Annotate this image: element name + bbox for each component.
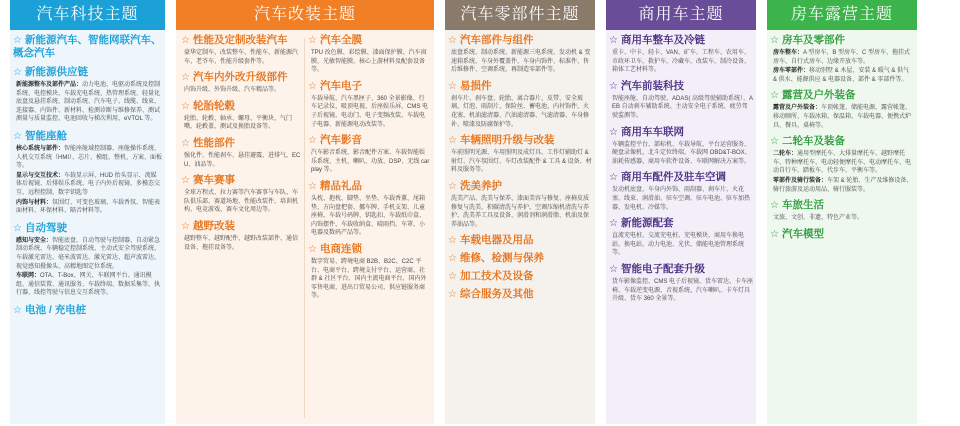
topic-section (13, 34, 162, 60)
star-icon: ☆ (13, 304, 22, 316)
topic-title-text: 性能及定制改装汽车 (193, 34, 288, 46)
description-text: 数字贸易、跨境电商 B2B、B2C、C2C 平台、电商平台、跨境支付平台、运营商、社群 & 社区平台、国内主流电商平台、国内外零售电商、进出口贸易公司、供应链服务商等。 (311, 258, 427, 300)
column-title: 房车露营主题 (767, 0, 917, 30)
description-text: A 型房车、B 型房车、C 型房车、拖挂式房车、自行式房车、边缘开放车等。 (773, 50, 911, 65)
topic-section (448, 252, 592, 265)
topic-title (448, 180, 592, 193)
description-line (612, 186, 753, 212)
star-icon: ☆ (770, 200, 779, 212)
description-line (612, 232, 753, 258)
star-icon: ☆ (770, 90, 779, 102)
topic-title-text: 赛车赛事 (193, 174, 235, 187)
description-text: 重卡、中卡、轻卡、VAN、矿车、工程车、农用车、市政环卫车、救护车、冷藏车、改装车、制冷设备、箱体工艺材料等。 (612, 50, 751, 74)
star-icon: ☆ (770, 136, 779, 148)
topic-section (609, 80, 753, 121)
description-line (184, 189, 303, 215)
topic-section (609, 126, 753, 167)
topic-title (308, 34, 430, 47)
topic-title (770, 199, 914, 212)
topic-section (609, 171, 753, 212)
description-line (16, 145, 162, 171)
topic-section (448, 80, 592, 129)
topic-title (448, 252, 592, 265)
topic-title-text: 新能源配套 (621, 217, 674, 230)
topic-title-text: 新能源汽车、智能网联汽车、概念汽车 (13, 34, 162, 59)
topic-title-text: 性能部件 (193, 136, 235, 149)
topic-title (609, 263, 753, 276)
star-icon: ☆ (770, 228, 779, 240)
description-text: 底盘系统、制动系统、新能源三电系统、发动机 & 变速箱系统、车身外覆盖件、车身内饰件、标准件、售后维修件、空调系统、再制造零部件等。 (451, 50, 591, 74)
topic-section (308, 34, 430, 75)
topic-title-text: 汽车电子 (320, 79, 362, 92)
topic-title-text: 商用车配件及驻车空调 (621, 171, 726, 184)
topic-title-text: 车旅生活 (782, 199, 824, 212)
description-line (16, 272, 162, 298)
topic-title (770, 89, 914, 102)
topic-section (13, 130, 162, 216)
topic-section (13, 222, 162, 298)
description-line (184, 235, 303, 252)
topic-description (448, 149, 592, 175)
topic-title-text: 洗美养护 (460, 179, 502, 192)
star-icon: ☆ (181, 35, 190, 46)
topic-section (308, 80, 430, 129)
description-line (612, 141, 753, 167)
column-body (10, 30, 165, 424)
description-text: 内饰升级、外饰升级、汽车精品等。 (184, 87, 281, 94)
star-icon: ☆ (448, 289, 457, 301)
description-label: 内饰与材料： (16, 199, 53, 206)
topic-title (181, 71, 303, 84)
description-line (612, 278, 753, 304)
topic-title (181, 220, 303, 233)
topic-description (609, 186, 753, 212)
topic-title-text: 商用车整车及冷链 (621, 34, 705, 46)
description-text: 刹车片、刹车盘、轮胎、离合器片、皮带、安全玻璃、灯泡、雨刮片、保险丝、蓄电池、内衬饰件、火花塞、机油滤清器、汽油滤清器、气滤清器、车身修补、喷漆及防腐保护等。 (451, 95, 590, 128)
topic-title (181, 174, 303, 187)
topic-description (13, 81, 162, 124)
description-line (184, 49, 303, 66)
description-line (311, 49, 430, 75)
topic-section (448, 234, 592, 247)
star-icon: ☆ (181, 220, 190, 232)
topic-description (609, 95, 753, 121)
topic-section (770, 199, 914, 223)
description-text: 发动机底盘、车身内外饰、雨刮器、刹车片、火花塞、线束、润滑油、驻车空调、驻车电池、驻车加热器、发电机、冷媒等。 (612, 187, 751, 211)
topic-description (609, 278, 753, 304)
description-line (184, 152, 303, 169)
description-line (311, 149, 430, 175)
topic-description (448, 95, 592, 129)
topic-title-text: 综合服务及其他 (460, 288, 534, 301)
sub-column-left (179, 34, 305, 257)
star-icon: ☆ (448, 180, 457, 192)
topic-title-text: 汽车内外改升级部件 (193, 71, 288, 84)
description-line (773, 67, 914, 84)
topic-title (448, 234, 592, 247)
topic-section (308, 243, 430, 301)
topic-title (13, 304, 162, 317)
topic-description (448, 49, 592, 75)
description-text: TPU 改色膜、彩绘膜、漆面保护膜、汽车窗膜、光敏智能膜、核心上游材料及配套设备等。 (311, 50, 427, 74)
star-icon: ☆ (308, 35, 317, 46)
topic-section (308, 180, 430, 238)
star-icon: ☆ (13, 130, 22, 142)
topic-title (770, 228, 914, 241)
topic-title-text: 越野改装 (193, 219, 235, 232)
star-icon: ☆ (181, 175, 190, 187)
topic-title-text: 加工技术及设备 (460, 270, 534, 283)
topic-title-text: 维修、检测与保养 (460, 252, 544, 265)
star-icon: ☆ (448, 271, 457, 283)
topic-section (448, 34, 592, 75)
description-line (184, 86, 303, 95)
topic-description (181, 115, 303, 132)
topic-title-text: 露营及户外装备 (782, 89, 856, 102)
topic-title (448, 134, 592, 147)
topic-description (770, 150, 914, 194)
topic-title-text: 二轮车及装备 (782, 135, 845, 148)
description-text: 通用型摩托车、大排量摩托车、越野摩托车、特种摩托车、电动轻便摩托车、电动摩托车、电动自行车、踏板车、代步车、平衡车等。 (773, 151, 912, 175)
topic-section (770, 135, 914, 194)
description-line (184, 115, 303, 132)
description-text: 全球方程式、拉力赛等汽车赛事与车队、车队俱乐部、赛道场地、性能改装件、培训机构、电竞游戏、赛车文化周边等。 (184, 190, 299, 214)
star-icon: ☆ (13, 35, 22, 46)
topic-title-text: 汽车前装科技 (621, 79, 684, 92)
topic-section (448, 288, 592, 301)
description-text: 车前照明光源、车用照明及成灯具、工作灯辅助灯 & 射灯、汽车氛围灯、车灯改装配件 & 工具 & 设备、材料及服务等。 (451, 150, 592, 174)
description-text: 车架 & 轮胎、生产及维修设备、骑行旅游及运动用品、骑行服装等。 (773, 177, 913, 193)
star-icon: ☆ (308, 135, 317, 147)
topic-description (13, 237, 162, 298)
star-icon: ☆ (609, 172, 618, 184)
topic-section (770, 34, 914, 84)
topic-section (181, 100, 303, 132)
description-line (773, 214, 914, 223)
description-text: 越野整车、越野配件、越野改装部件、通信设备、拖挂设备等。 (184, 235, 299, 251)
description-line (451, 49, 592, 75)
star-icon: ☆ (13, 67, 22, 78)
topic-title-text: 房车及零部件 (782, 34, 845, 46)
description-label: 感知与安全： (16, 237, 53, 244)
description-text: 头枕、抱枕、脚垫、坐垫、车载香薰、尾箱垫、方向盘把套、挪车牌、手机支架、儿童座椅、车载号码牌、钥匙扣、车载纸巾盒、内饰摆件、车载收纳盒、晴雨挡、车罩、小电器及数码产品等。 (311, 195, 426, 237)
topic-title-text: 智能电子配套升级 (621, 262, 705, 275)
description-label: 核心系统与部件： (16, 145, 65, 152)
topic-section (609, 34, 753, 75)
description-line (773, 104, 914, 130)
topic-title-text: 汽车影音 (320, 134, 362, 147)
topic-title (448, 270, 592, 283)
description-line (451, 195, 592, 229)
star-icon: ☆ (448, 235, 457, 247)
topic-section (770, 228, 914, 241)
description-line (612, 95, 753, 121)
description-line (773, 177, 914, 194)
topic-title (13, 222, 162, 235)
star-icon: ☆ (181, 137, 190, 149)
topic-title-text: 汽车部件与组件 (460, 34, 534, 46)
description-text: 移动别墅 & 木屋、安装 & 暖气 & 供气 & 供水、能源供应 & 电器设备、部件 & 零部件等。 (773, 68, 910, 83)
topic-description (448, 195, 592, 229)
star-icon: ☆ (448, 80, 457, 92)
description-line (16, 199, 162, 216)
topic-title (609, 171, 753, 184)
star-icon: ☆ (609, 35, 618, 46)
topic-title-text: 自动驾驶 (25, 221, 67, 234)
description-label: 露营及户外装备： (773, 105, 822, 112)
topic-title (609, 126, 753, 139)
topic-description (609, 232, 753, 258)
description-text: 豪华定制车、改装整车、性能车、新能源汽车、老爷车、性能升级套件等。 (184, 50, 299, 65)
topic-title (308, 80, 430, 93)
column-rv-camping (767, 0, 917, 426)
topic-title (308, 243, 430, 256)
description-text: OTA、T-Box、网关、车联网平台、通讯模组、通信装置、通讯服务、车载终端、数据采集等、执行器、线控驾驶与信息交互系统等。 (16, 273, 161, 297)
description-text: 智能座舱、自动驾驶、ADAS( 高级驾驶辅助系统）、AEB 自动刹车辅助系统、主动安全电子系统、疲劳驾驶监测等。 (612, 95, 754, 119)
description-line (773, 150, 914, 176)
column-title: 汽车科技主题 (10, 0, 165, 30)
description-text: 轮胎、轮毂、轴承、螺母、平衡块、气门嘴、轮毂盖、测试及换胎设备等。 (184, 115, 293, 131)
topic-section (181, 71, 303, 95)
topic-description (308, 195, 430, 238)
star-icon: ☆ (448, 253, 457, 265)
star-icon: ☆ (609, 126, 618, 138)
star-icon: ☆ (181, 72, 190, 84)
topic-description (770, 49, 914, 84)
topic-section (609, 263, 753, 304)
description-line (16, 237, 162, 271)
star-icon: ☆ (308, 180, 317, 192)
column-auto-parts (445, 0, 595, 426)
description-line (311, 195, 430, 238)
topic-description (181, 86, 303, 95)
description-label: 零部件及骑行装备： (773, 177, 828, 184)
star-icon: ☆ (609, 218, 618, 230)
topic-description (181, 49, 303, 66)
topic-title (448, 34, 592, 47)
description-line (16, 81, 162, 124)
star-icon: ☆ (448, 35, 457, 46)
topic-description (181, 152, 303, 169)
topic-section (181, 220, 303, 252)
topic-title-text: 商用车车联网 (621, 125, 684, 138)
topic-title-text: 电池 / 充电桩 (25, 303, 87, 316)
topic-description (308, 49, 430, 75)
topic-section (770, 89, 914, 130)
description-label: 二轮车： (773, 151, 798, 158)
topic-section (448, 270, 592, 283)
topic-title (308, 180, 430, 193)
topic-title-text: 精品礼品 (320, 179, 362, 192)
description-text: 动力电池、电驱动系统及控制系统、电控模块、车载充电系统、热管理系统、轻量化底盘及悬挂系统、制动系统、汽车电子、线缆、线束、连接器、内饰件、新材料、检测诊断与维修保养、测试测量与质量监控、电池回收与梯次利用、eVTOL 等。 (16, 82, 161, 123)
description-line (612, 49, 753, 75)
description-text: 智能底盘、自动驾驶与控制器、自动紧急制动系统、车辆稳定控制系统、主动式安全驾驶系统、车载激光雷达、毫米波雷达、激光雷达、超声波雷达、视觉感知摄像头、高精地图定位系统。 (16, 237, 161, 270)
description-line (773, 49, 914, 66)
description-label: 新能源整车及部件产品： (16, 82, 83, 88)
description-text: 文旅、文创、非遗、特色产业等。 (773, 215, 864, 222)
topic-title (609, 217, 753, 230)
topic-description (181, 189, 303, 215)
topic-title-text: 汽车模型 (782, 227, 824, 240)
star-icon: ☆ (308, 80, 317, 92)
topic-title (181, 100, 303, 113)
topic-title (13, 130, 162, 143)
description-text: 强化件、性能刹车、悬挂避震、进排气、ECU、油品等。 (184, 152, 301, 168)
topic-title (770, 34, 914, 47)
topic-title (308, 134, 430, 147)
description-text: 智能座舱域控制器、座舱操作系统、人机交互系统（HMI）、芯片、模组、整机、方案、面板等。 (16, 145, 162, 170)
description-label: 房车零部件： (773, 68, 810, 75)
topic-description (770, 104, 914, 130)
topic-title (448, 80, 592, 93)
topic-description (770, 214, 914, 223)
topic-title-text: 汽车全膜 (320, 34, 362, 46)
topic-description (308, 149, 430, 175)
topic-title-text: 车辆照明升级与改装 (460, 134, 555, 147)
topic-title (181, 34, 303, 47)
description-line (311, 95, 430, 129)
topic-title (609, 80, 753, 93)
topic-title-text: 轮胎轮毂 (193, 99, 235, 112)
topic-description (308, 95, 430, 129)
topic-section (13, 304, 162, 317)
star-icon: ☆ (609, 263, 618, 275)
star-icon: ☆ (770, 35, 779, 46)
topic-title (448, 288, 592, 301)
sub-column-right (306, 34, 432, 306)
column-auto-modification (176, 0, 434, 426)
topic-title-text: 电商连锁 (320, 242, 362, 255)
column-auto-tech (10, 0, 165, 426)
description-text: 车载显示屏、HUD 抬头显示、流媒体后视镜、后排娱乐系统、电子内外后视镜、多模态交互、远程控制、数字钥匙等 (16, 172, 161, 196)
column-title: 商用车主题 (606, 0, 756, 30)
star-icon: ☆ (609, 80, 618, 92)
description-line (451, 149, 592, 175)
topic-section (181, 137, 303, 169)
topic-section (448, 134, 592, 175)
topic-description (609, 141, 753, 167)
topic-title (181, 137, 303, 150)
description-text: 货车影像监控、CMS 电子后视镜、货车雷达、卡车座椅、车载逆变电源、音视系统、汽车喇叭、卡车灯具升级、货车 360 全景等。 (612, 278, 754, 303)
description-label: 车联网： (16, 273, 41, 280)
column-body (606, 30, 756, 424)
topic-title-text: 智能座舱 (25, 129, 67, 142)
description-text: 车顶帐篷、储能电源、露营帐篷、移动厕所、车载冰箱、保温箱、车载电器、便携式炉具、餐具、桌椅等。 (773, 105, 912, 129)
description-line (16, 172, 162, 198)
description-line (311, 258, 430, 301)
topic-title (770, 135, 914, 148)
column-commercial-vehicle (606, 0, 756, 426)
star-icon: ☆ (308, 243, 317, 255)
topic-section (609, 217, 753, 258)
column-body (445, 30, 595, 424)
description-text: 车载导航、汽车黑匣子、360 全景影像、行车记录仪、吸顶电视、后座娱乐屏、CMS 电子后视镜、电动门、电子变频改装、车载电子电器、新能源电动改装等。 (311, 95, 429, 128)
topic-section (181, 174, 303, 215)
description-text: 直流充电桩、交流充电桩、充电模块、商用车换电站、换电站、动力电池、光伏、储能电池管理系统等。 (612, 233, 745, 257)
topic-description (181, 235, 303, 252)
description-text: 车辆监控平台、部标机、车载导航、平台运营服务、硬盘录像机、北斗定位终端、车载网 OBD&T-BOX、油耗传感器、商用车软件设备、车联网解决方案等。 (612, 141, 751, 165)
topic-title-text: 新能源供应链 (25, 66, 88, 78)
star-icon: ☆ (448, 135, 457, 147)
description-text: 氛围灯、可变色玻璃、车载香氛、智能表面材料、环保材料、隔音材料等。 (16, 199, 161, 215)
topic-section (181, 34, 303, 66)
star-icon: ☆ (13, 222, 22, 234)
description-text: 汽车影音系统、影音配件方案、车载智能娱乐系统、主机、喇叭、功放、DSP、无线 carplay 等。 (311, 150, 430, 174)
topic-section (308, 134, 430, 175)
description-line (451, 95, 592, 129)
topic-section (448, 180, 592, 229)
topic-section (13, 66, 162, 124)
topic-title (609, 34, 753, 47)
column-body (767, 30, 917, 424)
topic-title (13, 34, 162, 60)
topic-title-text: 车载电器及用品 (460, 234, 534, 247)
topic-title (13, 66, 162, 79)
description-label: 显示与交互技术： (16, 172, 65, 179)
description-label: 房车整车： (773, 50, 804, 56)
topic-title-text: 易损件 (460, 79, 492, 92)
topic-description (308, 258, 430, 301)
star-icon: ☆ (181, 100, 190, 112)
topic-description (609, 49, 753, 75)
column-title: 汽车改装主题 (176, 0, 434, 30)
description-text: 洗美产品、洗美与保养、漆面美容与修复、座椅皮质修复与洗美、积碳清洗与养护、空调压缩机清洗与养护、洗美养工具及设备、润滑剂和润滑脂、机油及保养油品等。 (451, 195, 590, 228)
topic-description (13, 145, 162, 216)
column-title: 汽车零部件主题 (445, 0, 595, 30)
